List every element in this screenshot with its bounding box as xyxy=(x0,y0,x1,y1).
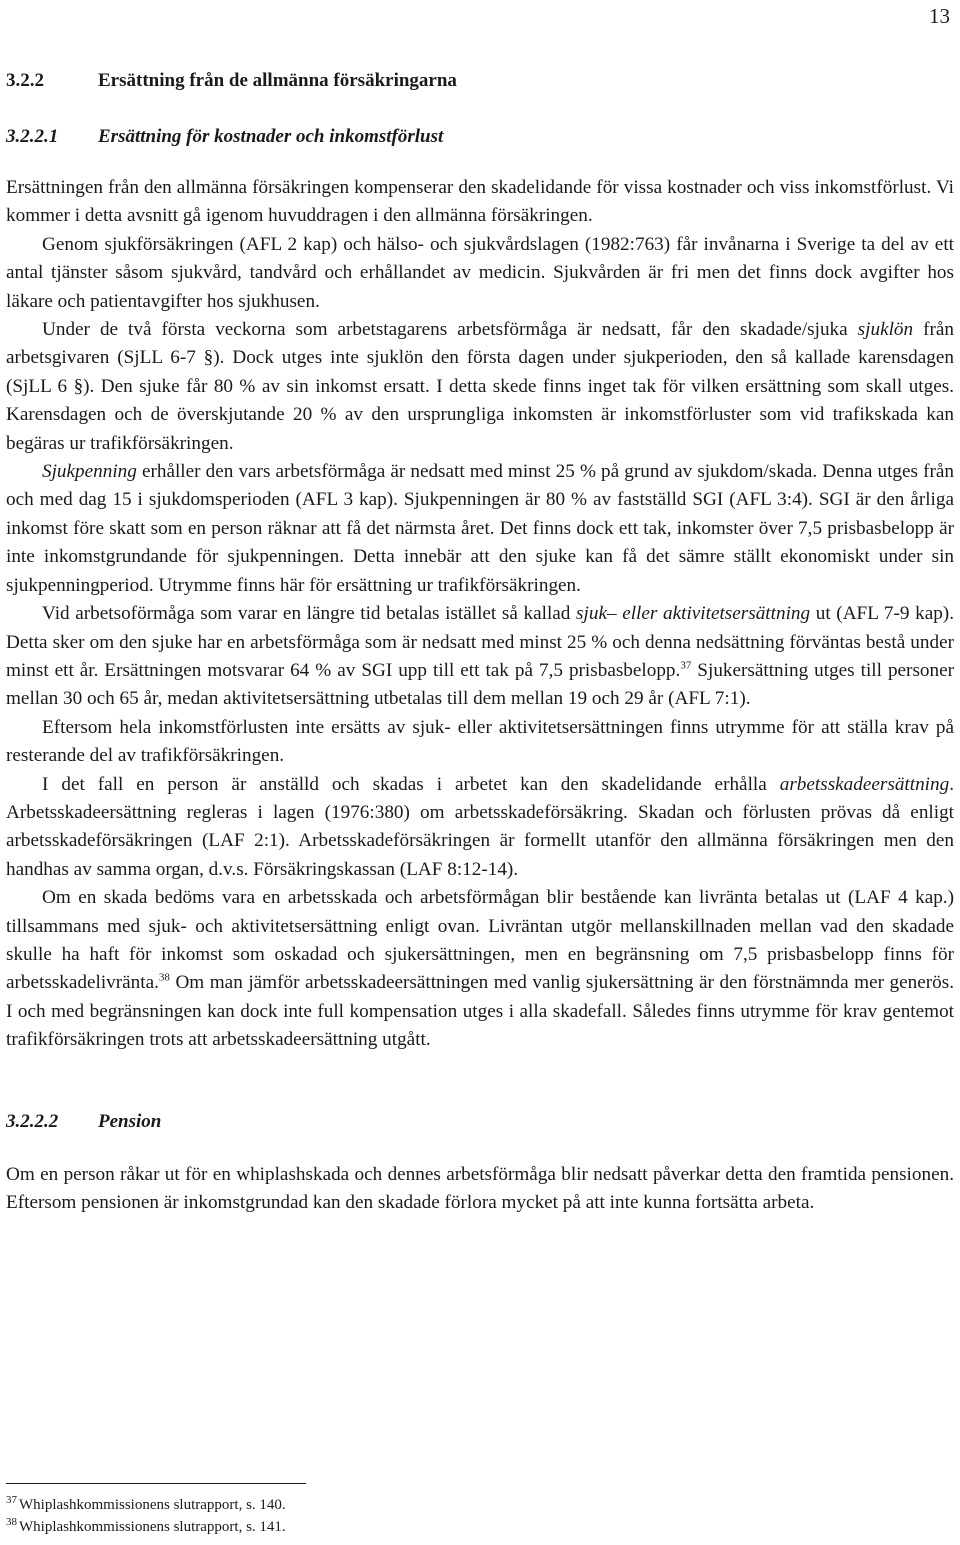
footnotes xyxy=(6,1494,286,1538)
paragraph: Ersättningen från den allmänna försäkringen kompenserar den skadelidande för vissa kostnader och viss inkomstförlust. Vi kommer i detta avsnitt gå igenom huvuddragen i den allmänna försäkringen. xyxy=(6,177,954,227)
footnote-ref[interactable]: 37 xyxy=(680,659,692,672)
subsection-heading-1 xyxy=(6,126,954,148)
subsection-title-1: Ersättning för kostnader och inkomstförlust xyxy=(98,126,444,147)
footnote-divider xyxy=(6,1483,306,1484)
subsection-body-1 xyxy=(6,174,954,1055)
footnote-number: 38 xyxy=(6,1516,17,1528)
text-span: ut (AFL 7-9 kap). Detta sker om den sjuke har en arbetsförmåga som är nedsatt med minst 25 % och denna nedsättning förväntas bestå under minst ett år. Ersättningen motsvarar 64 % av SGI upp till ett tak på 7,5 prisbasbelopp. xyxy=(6,603,954,681)
paragraph: Eftersom hela inkomstförlusten inte ersätts av sjuk- eller aktivitetsersättningen finns utrymme för att ställa krav på resterande del av trafikförsäkringen. xyxy=(6,716,954,767)
paragraph xyxy=(6,458,954,600)
footnote-text: Whiplashkommissionens slutrapport, s. 141. xyxy=(19,1519,286,1535)
footnote-ref[interactable]: 38 xyxy=(158,971,170,984)
subsection-heading-2 xyxy=(6,1111,954,1133)
section-heading xyxy=(6,70,954,92)
footnote xyxy=(6,1516,286,1538)
paragraph: Om en person råkar ut för en whiplashskada och dennes arbetsförmåga blir nedsatt påverkar detta den framtida pensionen. Eftersom pensionen är inkomstgrundad kan den skadade förlora mycket på att inte kunna fortsätta arbeta. xyxy=(6,1163,954,1213)
paragraph xyxy=(6,771,954,885)
emphasis: sjuklön xyxy=(857,319,914,341)
subsection-body-2 xyxy=(6,1161,954,1218)
section-number: 3.2.2 xyxy=(6,70,44,91)
text-span: I det fall en person är anställd och skadas i arbetet kan den skadelidande erhålla xyxy=(42,773,780,795)
text-span: erhåller den vars arbetsförmåga är nedsatt med minst 25 % på grund av sjukdom/skada. Denna utges från och med dag 15 i sjukdomsperioden (AFL 3 kap). Sjukpenningen är 80 % av fastställd SGI (AFL 3:4). SGI är den årliga inkomst före skatt som en person räknar att få det närmsta året. Det finns dock ett tak, inkomster över 7,5 prisbasbelopp är inte inkomstgrundande för sjukpenningen. Detta innebär att den sjuke kan få det sämre ställt ekonomiskt under sin sjukpenningperiod. Utrymme finns här för ersättning ur trafikförsäkringen. xyxy=(6,461,954,596)
subsection-number-2: 3.2.2.2 xyxy=(6,1110,59,1132)
emphasis: sjuk– eller aktivitetsersättning xyxy=(576,603,811,625)
page-content xyxy=(6,70,954,1217)
paragraph xyxy=(6,884,954,1054)
text-span: . Arbetsskadeersättning regleras i lagen (1976:380) om arbetsskadeförsäkring. Skadan och förlusten prövas då enligt arbetsskadeförsäkringen (LAF 2:1). Arbetsskadeförsäkringen är formellt utanför den allmänna försäkringen men den handhas av samma organ, d.v.s. Försäkringskassan (LAF 8:12-14). xyxy=(6,773,954,880)
section-title: Ersättning från de allmänna försäkringarna xyxy=(98,70,457,91)
subsection-number-1: 3.2.2.1 xyxy=(6,126,59,147)
text-span: Under de två första veckorna som arbetstagarens arbetsförmåga är nedsatt, får den skadade/sjuka xyxy=(42,319,858,341)
text-span: från arbetsgivaren (SjLL 6-7 §). Dock utges inte sjuklön den första dagen under sjukperioden, den så kallade karensdagen (SjLL 6 §). Den sjuke får 80 % av sin inkomst ersatt. I detta skede finns inget tak för vilken ersättning som skall utges. Karensdagen och de överskjutande 20 % av den ursprungliga inkomsten är inkomstförluster som vid trafikskada kan begäras ur trafikförsäkringen. xyxy=(6,319,954,454)
emphasis: arbetsskadeersättning xyxy=(779,773,950,795)
emphasis: Sjukpenning xyxy=(42,461,137,483)
text-span: Om man jämför arbetsskadeersättningen med vanlig sjukersättning är den förstnämnda mer generös. I och med begränsningen kan dock inte full kompensation utges i alla skadefall. Således finns utrymme för krav gentemot trafikförsäkringen trots att arbetsskadeersättning utgått. xyxy=(6,972,954,1051)
footnote-text: Whiplashkommissionens slutrapport, s. 140. xyxy=(19,1497,286,1513)
text-span: Sjukersättning utges till personer mellan 30 och 65 år, medan aktivitetsersättning utbetalas till dem mellan 19 och 29 år (AFL 7:1). xyxy=(6,659,955,710)
paragraph xyxy=(6,316,954,458)
text-span: Vid arbetsoförmåga som varar en längre tid betalas istället så kallad xyxy=(42,603,577,625)
paragraph xyxy=(6,600,954,714)
footnote xyxy=(6,1494,286,1516)
footnote-number: 37 xyxy=(6,1494,17,1506)
subsection-title-2: Pension xyxy=(98,1110,162,1132)
text-span: Om en skada bedöms vara en arbetsskada och arbetsförmågan blir bestående kan livränta betalas ut (LAF 4 kap.) tillsammans med sjuk- och aktivitetsersättning enligt ovan. Livräntan utgör mellanskillnaden mellan vad den skadade skulle ha haft för inkomst som oskadad och sjukersättningen, men en begränsning om 7,5 prisbasbelopp finns för arbetsskadelivränta. xyxy=(6,887,954,994)
page-number: 13 xyxy=(929,4,950,28)
paragraph: Genom sjukförsäkringen (AFL 2 kap) och hälso- och sjukvårdslagen (1982:763) får invånarna i Sverige ta del av ett antal tjänster såsom sjukvård, tandvård och erhållandet av medicin. Sjukvården är fri men det finns dock avgifter hos läkare och patientavgifter hos sjukhusen. xyxy=(6,233,954,312)
